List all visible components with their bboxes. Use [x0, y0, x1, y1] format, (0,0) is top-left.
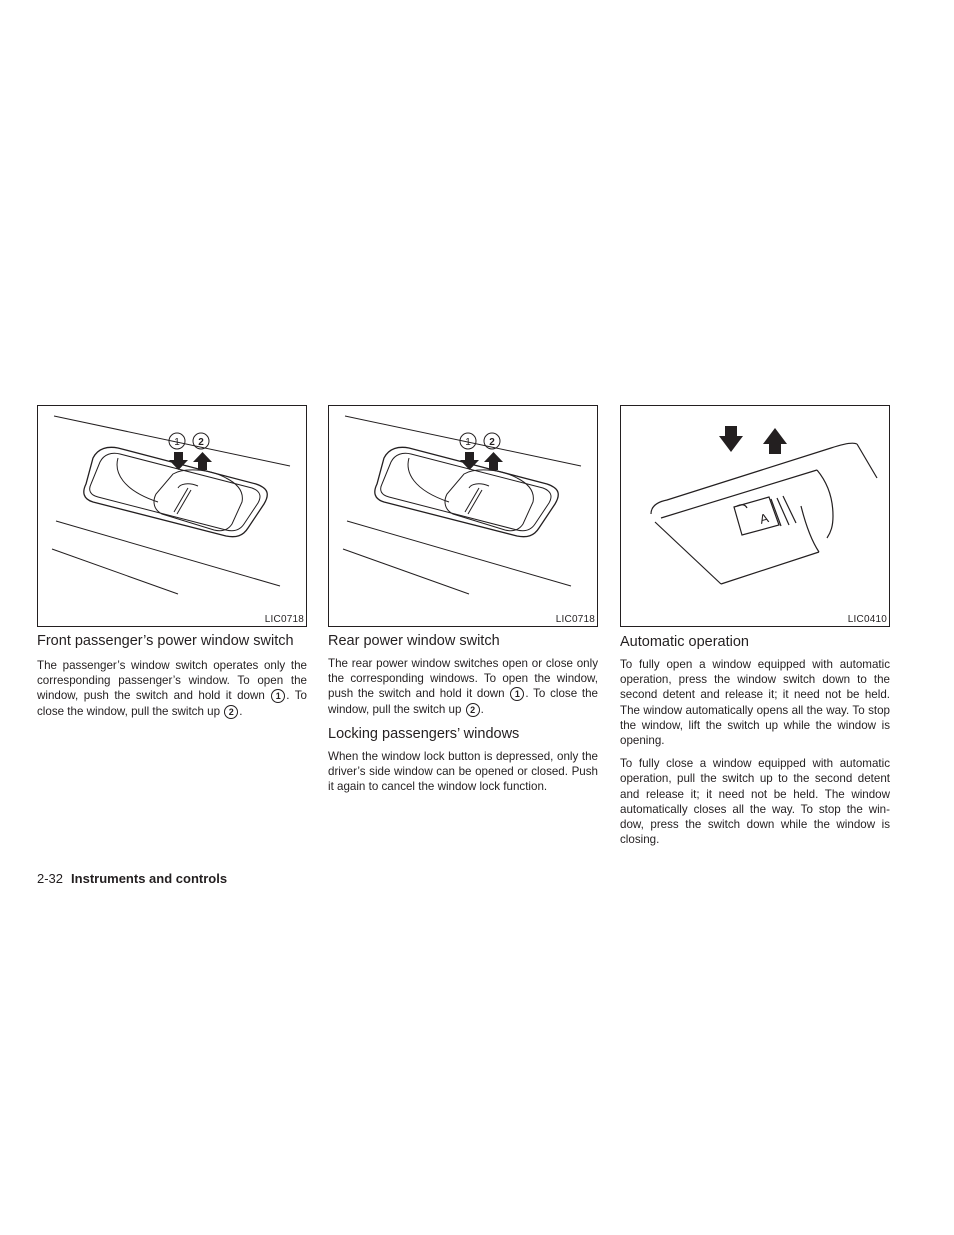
paragraph-front-passenger: The passenger’s window switch operates only the corresponding passenger’s window. To open the window, push the switch and hold it down 1 . To close the window, pull the switch up 2 .: [37, 659, 307, 718]
marker-1: 1: [465, 437, 471, 448]
step-number-1: 1: [510, 687, 524, 701]
step-number-2: 2: [224, 705, 238, 719]
paragraph-auto-open: To fully open a window equipped with automatic operation, press the window switch down to the second detent and release it; it need not be held. The window automatically opens all the way. To stop the window, lift the switch up while the window is opening.: [620, 658, 890, 748]
heading-front-passenger: Front passenger’s power window switch: [37, 633, 294, 649]
figure-automatic-operation: [620, 405, 890, 627]
window-switch-illustration: [329, 406, 597, 626]
switch-letter: A: [757, 510, 771, 527]
figure-code: LIC0410: [847, 614, 887, 625]
section-title: Instruments and controls: [71, 871, 228, 886]
heading-locking-windows: Locking passengers’ windows: [328, 725, 520, 742]
marker-2: 2: [489, 437, 495, 448]
paragraph-auto-close: To fully close a window equipped with automatic operation, pull the switch up to the second detent and release it; it need not be held. The window automatically closes all the way. To stop the win- dow, press the switch down while the window is closing.: [620, 757, 890, 847]
step-number-2: 2: [466, 703, 480, 717]
marker-1: 1: [174, 437, 180, 448]
paragraph-rear-window: The rear power window switches open or close only the corresponding windows. To open the window, push the switch and hold it down 1 . To close the window, pull the switch up 2 .: [328, 657, 598, 716]
window-switch-illustration: [38, 406, 306, 626]
figure-front-passenger-switch: [37, 405, 307, 627]
column-rear-window: [328, 632, 598, 802]
step-number-1: 1: [271, 689, 285, 703]
heading-automatic-operation: Automatic operation: [620, 634, 749, 650]
figure-code: LIC0718: [264, 614, 304, 625]
marker-2: 2: [198, 437, 204, 448]
page-footer: [37, 871, 227, 886]
auto-switch-illustration: [621, 406, 889, 626]
heading-rear-window: Rear power window switch: [328, 633, 500, 649]
figure-rear-window-switch: [328, 405, 598, 627]
paragraph-locking-windows: When the window lock button is depressed, only the driver’s side window can be opened or closed. Push it again to cancel the window lock function.: [328, 749, 598, 794]
page-number: 2-32: [37, 871, 64, 886]
column-front-passenger: [37, 632, 307, 727]
figure-code: LIC0718: [555, 614, 595, 625]
column-automatic-operation: [620, 633, 890, 855]
